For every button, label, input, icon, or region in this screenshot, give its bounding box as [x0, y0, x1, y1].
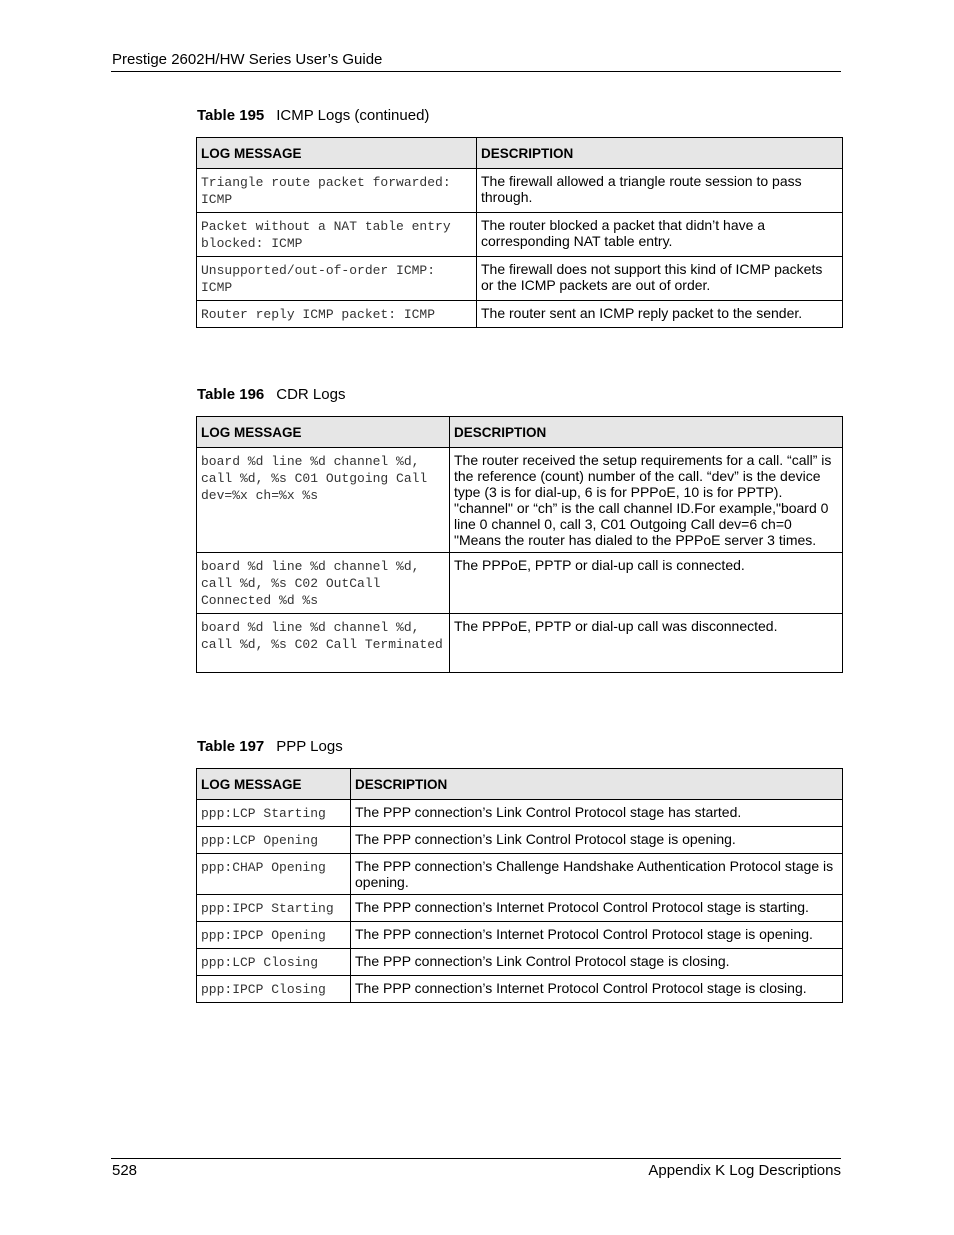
table-row — [197, 922, 843, 949]
table-header-row — [197, 769, 843, 800]
column-header: LOG MESSAGE — [197, 769, 351, 800]
table-title: CDR Logs — [276, 386, 346, 403]
table-row — [197, 827, 843, 854]
column-header: DESCRIPTION — [450, 417, 843, 448]
log-description: The PPP connection’s Internet Protocol Control Protocol stage is closing. — [351, 976, 843, 1003]
footer-section-title: Appendix K Log Descriptions — [648, 1162, 841, 1179]
log-description: The router sent an ICMP reply packet to the sender. — [477, 301, 843, 328]
log-message: ppp:CHAP Opening — [197, 854, 351, 895]
table-row — [197, 949, 843, 976]
log-message: Triangle route packet forwarded: ICMP — [197, 169, 477, 213]
running-header-title: Prestige 2602H/HW Series User’s Guide — [112, 51, 383, 68]
log-description: The PPP connection’s Internet Protocol Control Protocol stage is starting. — [351, 895, 843, 922]
log-description: The firewall does not support this kind of ICMP packets or the ICMP packets are out of order. — [477, 257, 843, 301]
log-description: The PPP connection’s Link Control Protocol stage is opening. — [351, 827, 843, 854]
table-row — [197, 301, 843, 328]
log-message: ppp:LCP Closing — [197, 949, 351, 976]
table-row — [197, 213, 843, 257]
table-number: Table 195 — [197, 107, 265, 124]
table-row — [197, 976, 843, 1003]
table-row — [197, 553, 843, 614]
page-number: 528 — [112, 1162, 138, 1179]
table-title: ICMP Logs (continued) — [276, 107, 430, 124]
log-message: ppp:IPCP Opening — [197, 922, 351, 949]
table-row — [197, 614, 843, 673]
table-row — [197, 854, 843, 895]
footer-rule — [111, 1158, 841, 1159]
log-description: The firewall allowed a triangle route session to pass through. — [477, 169, 843, 213]
table-row — [197, 895, 843, 922]
table-header-row — [197, 138, 843, 169]
table-caption — [197, 107, 429, 124]
log-description: The PPP connection’s Challenge Handshake Authentication Protocol stage is opening. — [351, 854, 843, 895]
column-header: DESCRIPTION — [351, 769, 843, 800]
column-header: LOG MESSAGE — [197, 138, 477, 169]
log-description: The PPPoE, PPTP or dial-up call is connected. — [450, 553, 843, 614]
table-row — [197, 169, 843, 213]
log-message: ppp:IPCP Closing — [197, 976, 351, 1003]
table-number: Table 196 — [197, 386, 265, 403]
table-row — [197, 800, 843, 827]
log-message: Unsupported/out-of-order ICMP: ICMP — [197, 257, 477, 301]
log-description: The PPP connection’s Internet Protocol Control Protocol stage is opening. — [351, 922, 843, 949]
table-row — [197, 448, 843, 553]
log-message: Packet without a NAT table entry blocked: ICMP — [197, 213, 477, 257]
table-title: PPP Logs — [276, 738, 343, 755]
log-message: board %d line %d channel %d, call %d, %s C02 OutCall Connected %d %s — [197, 553, 450, 614]
log-message: Router reply ICMP packet: ICMP — [197, 301, 477, 328]
icmp-logs-table — [196, 137, 843, 328]
table-caption — [197, 386, 345, 403]
column-header: DESCRIPTION — [477, 138, 843, 169]
table-caption — [197, 738, 343, 755]
log-message: board %d line %d channel %d, call %d, %s C02 Call Terminated — [197, 614, 450, 673]
log-message: ppp:IPCP Starting — [197, 895, 351, 922]
table-header-row — [197, 417, 843, 448]
table-number: Table 197 — [197, 738, 265, 755]
log-description: The PPP connection’s Link Control Protocol stage is closing. — [351, 949, 843, 976]
log-message: board %d line %d channel %d, call %d, %s C01 Outgoing Call dev=%x ch=%x %s — [197, 448, 450, 553]
log-description: The PPPoE, PPTP or dial-up call was disconnected. — [450, 614, 843, 673]
column-header: LOG MESSAGE — [197, 417, 450, 448]
log-description: The router received the setup requirements for a call. “call” is the reference (count) number of the call. “dev” is the device type (3 is for dial-up, 6 is for PPPoE, 10 is for PPTP). "channel" or “ch” is the call channel ID.For example,"board 0 line 0 channel 0, call 3, C01 Outgoing Call dev=6 ch=0 "Means the router has dialed to the PPPoE server 3 times. — [450, 448, 843, 553]
table-row — [197, 257, 843, 301]
log-message: ppp:LCP Starting — [197, 800, 351, 827]
ppp-logs-table — [196, 768, 843, 1003]
log-description: The router blocked a packet that didn’t have a corresponding NAT table entry. — [477, 213, 843, 257]
cdr-logs-table — [196, 416, 843, 673]
log-message: ppp:LCP Opening — [197, 827, 351, 854]
header-rule — [111, 71, 841, 72]
log-description: The PPP connection’s Link Control Protocol stage has started. — [351, 800, 843, 827]
